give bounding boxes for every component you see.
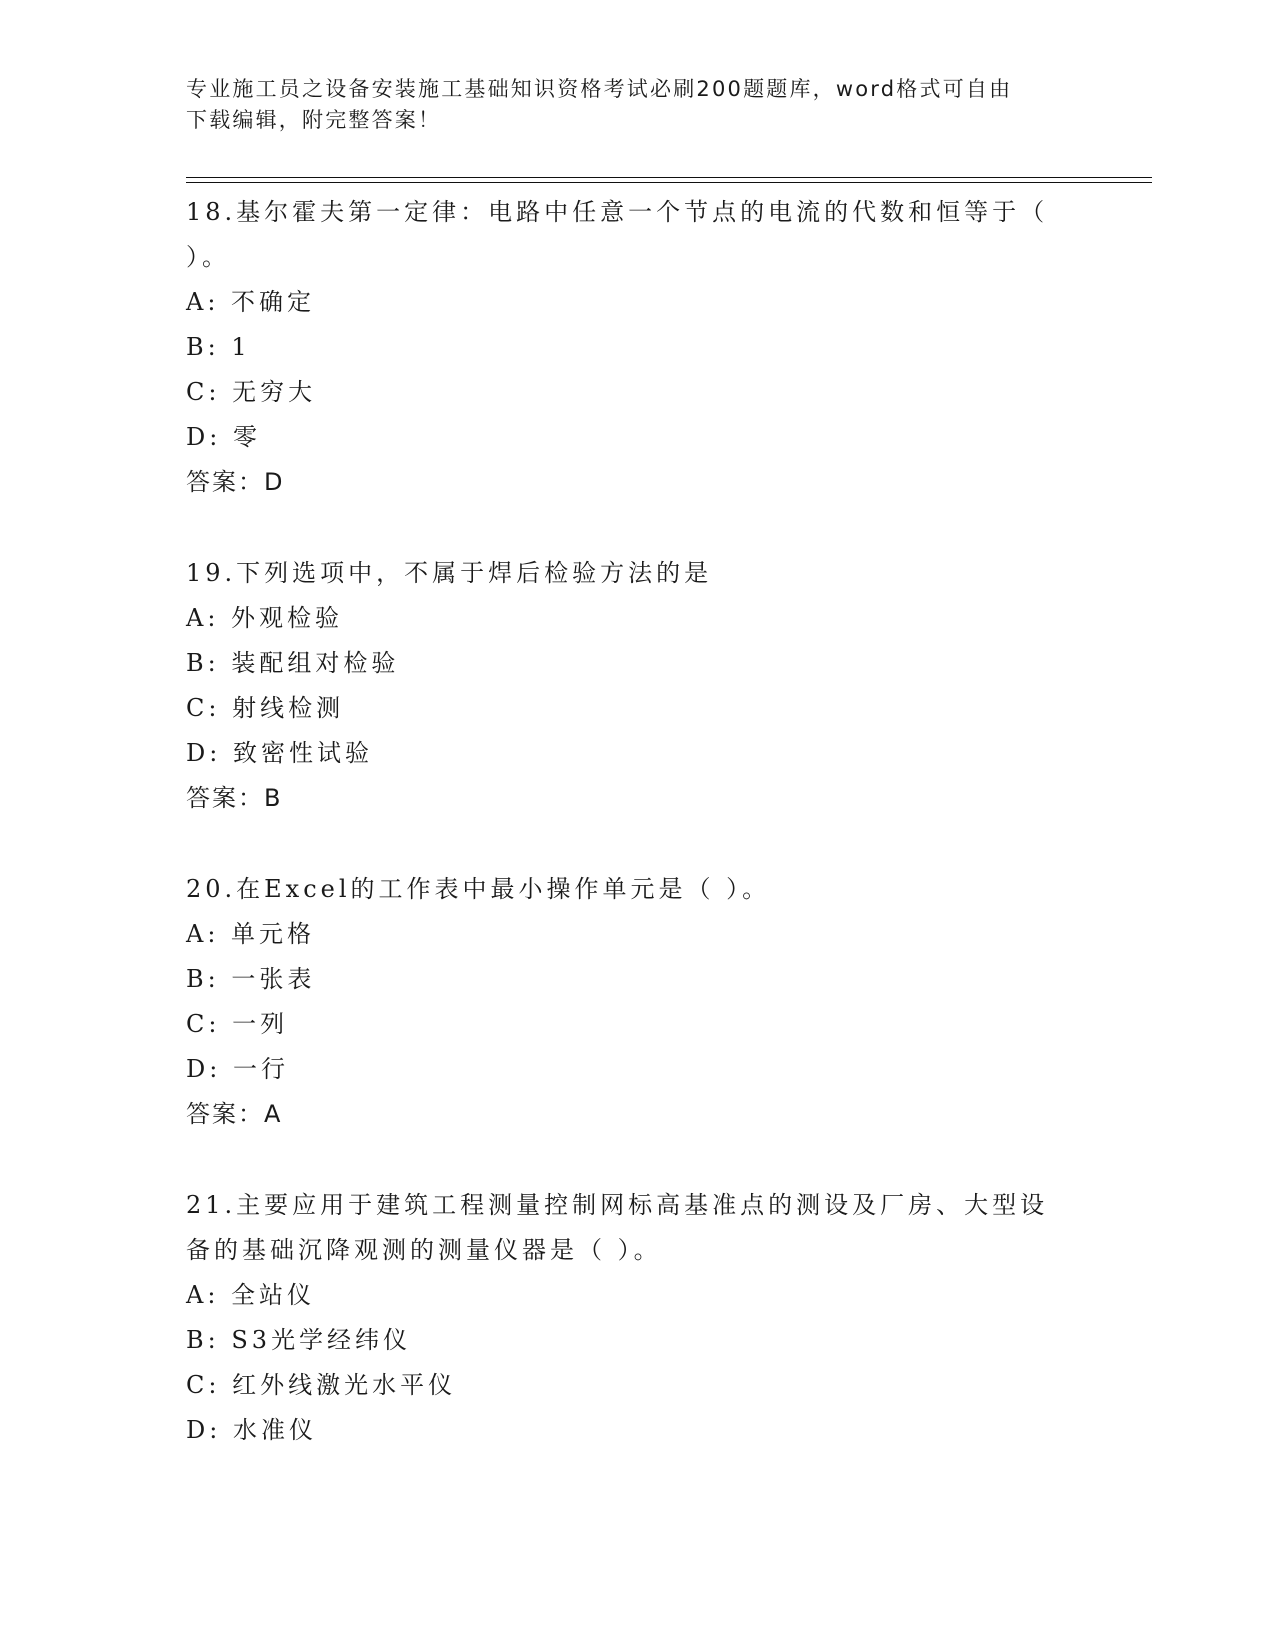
option-b: B: 装配组对检验 [186,649,400,677]
answer: 答案：A [186,1100,283,1128]
question-stem: 20.在Excel的工作表中最小操作单元是（ ）。 [186,875,771,903]
option-d: D: 水准仪 [186,1416,317,1444]
option-c: C: 无穷大 [186,378,317,406]
option-b: B: 一张表 [186,965,316,993]
document-header [186,74,1066,136]
option-a: A: 外观检验 [186,604,344,632]
question-stem-continued: ）。 [186,243,230,271]
question-list [186,190,1086,1453]
option-c: C: 一列 [186,1010,289,1038]
answer: 答案：B [186,784,283,812]
question-20 [186,867,1086,1137]
header-line-2: 下载编辑，附完整答案！ [186,108,442,132]
option-d: D: 一行 [186,1055,289,1083]
option-b: B: 1 [186,333,251,361]
question-21 [186,1183,1086,1453]
option-b: B: S3光学经纬仪 [186,1326,412,1354]
header-divider-bottom [186,182,1152,183]
option-c: C: 红外线激光水平仪 [186,1371,457,1399]
option-a: A: 不确定 [186,288,316,316]
question-stem: 18.基尔霍夫第一定律：电路中任意一个节点的电流的代数和恒等于（ [186,198,1049,226]
option-d: D: 零 [186,423,261,451]
header-divider-top [186,177,1152,178]
option-d: D: 致密性试验 [186,739,373,767]
question-19 [186,551,1086,821]
question-stem: 19.下列选项中，不属于焊后检验方法的是 [186,559,713,587]
option-a: A: 全站仪 [186,1281,316,1309]
option-a: A: 单元格 [186,920,316,948]
question-18 [186,190,1086,505]
question-stem-continued: 备的基础沉降观测的测量仪器是（ ）。 [186,1236,662,1264]
option-c: C: 射线检测 [186,694,345,722]
question-stem: 21.主要应用于建筑工程测量控制网标高基准点的测设及厂房、大型设 [186,1191,1049,1219]
answer: 答案：D [186,468,285,496]
header-line-1: 专业施工员之设备安装施工基础知识资格考试必刷200题题库，word格式可自由 [186,77,1013,101]
